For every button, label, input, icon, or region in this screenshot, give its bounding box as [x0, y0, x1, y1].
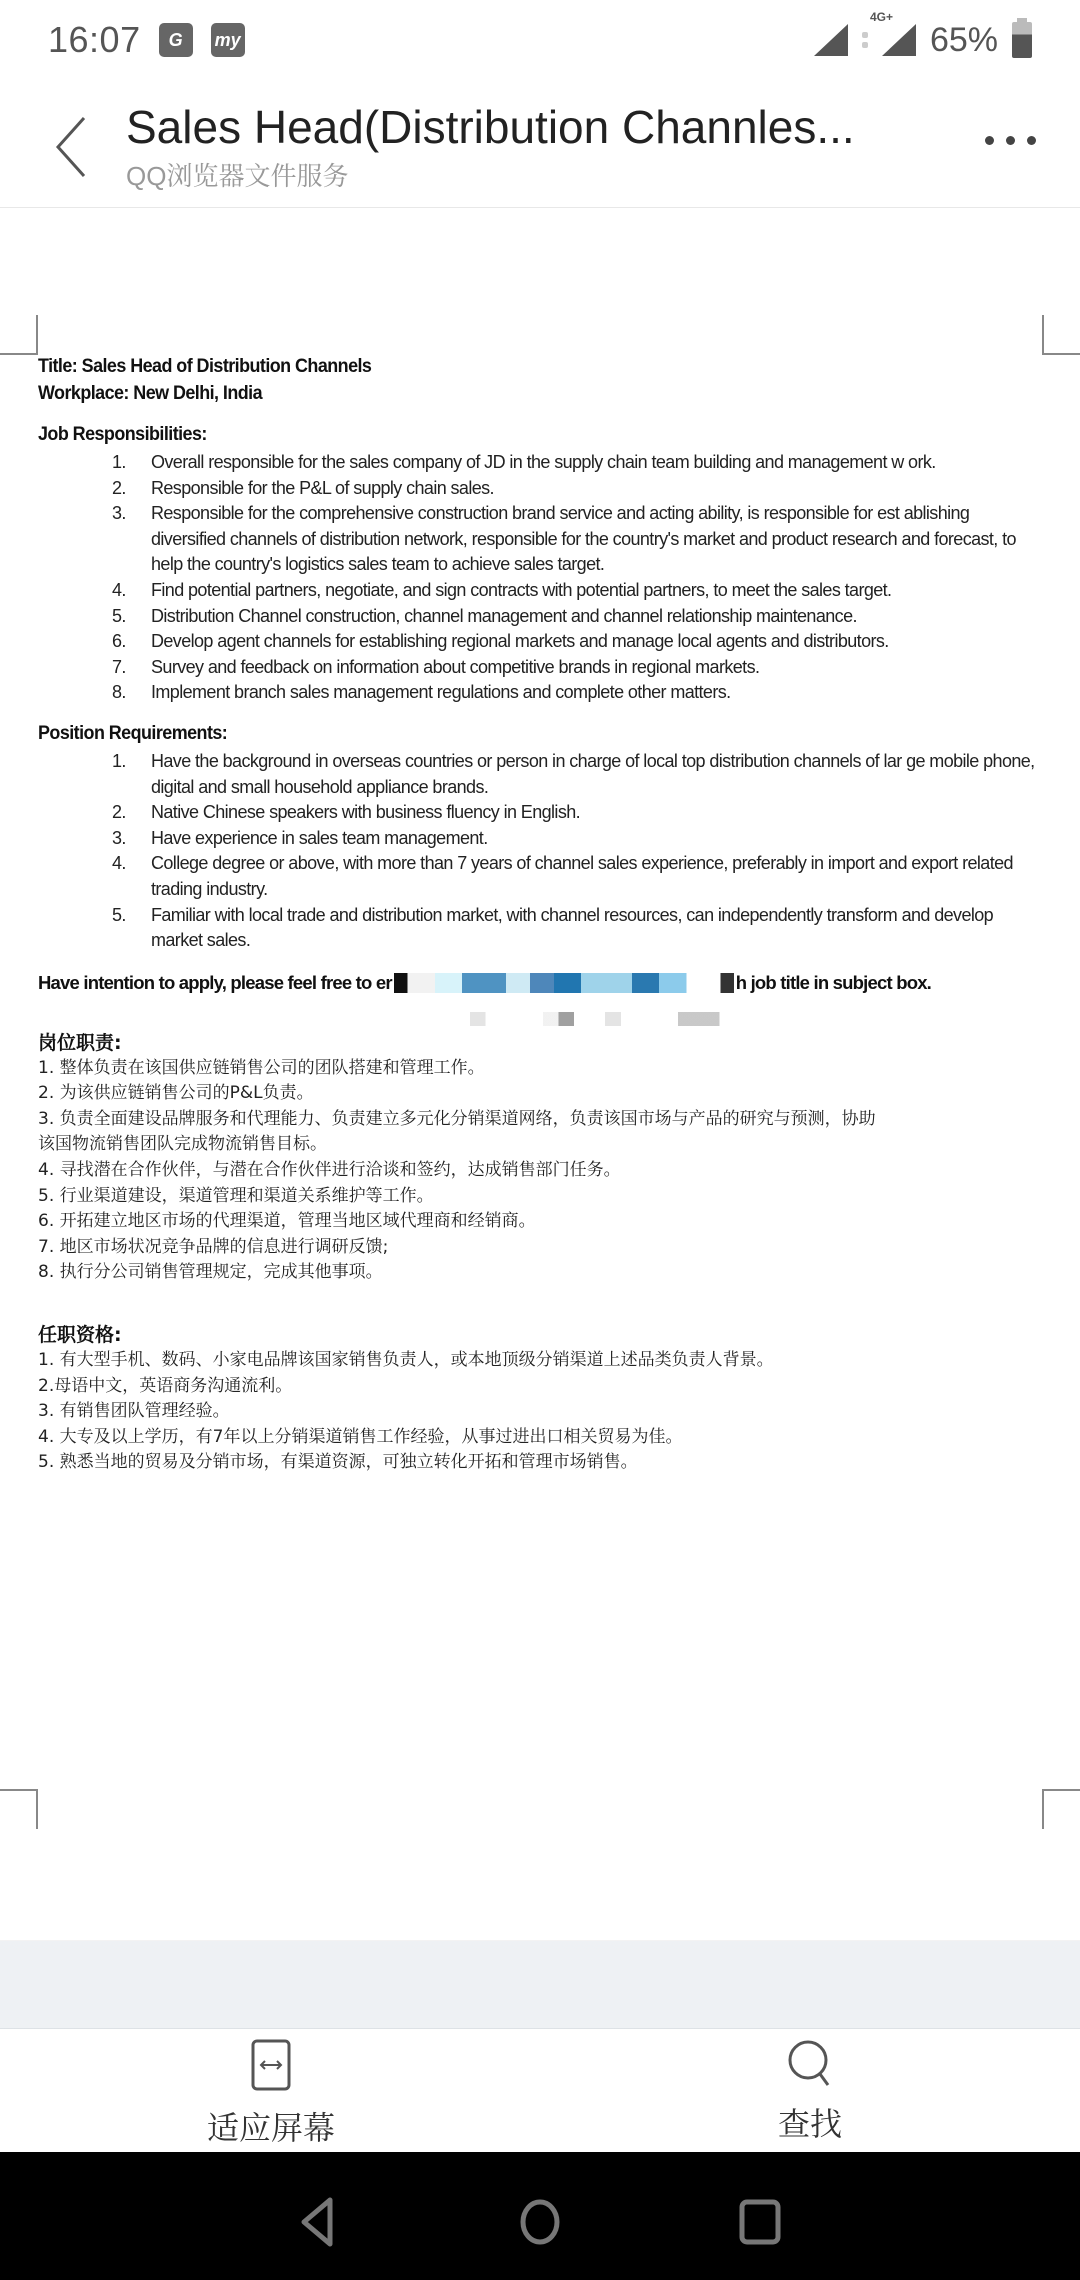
title-header	[0, 80, 1080, 208]
requirements-list	[38, 749, 1048, 954]
data-activity-icon	[862, 32, 868, 48]
battery-percent: 65%	[929, 20, 998, 59]
list-item: 2.母语中文，英语商务沟通流利。	[38, 1375, 293, 1396]
fit-screen-button[interactable]	[186, 2039, 356, 2149]
list-item: 2. Responsible for the P&L of supply chain sales.	[112, 477, 494, 498]
list-item: 2. Native Chinese speakers with business fluency in English.	[112, 802, 581, 823]
job-title-line: Title: Sales Head of Distribution Channels	[38, 355, 372, 377]
workplace-line: Workplace: New Delhi, India	[38, 382, 263, 404]
page-separator	[0, 1940, 1080, 2028]
nav-home-button[interactable]	[510, 2190, 570, 2250]
list-item: 5. 行业渠道建设，渠道管理和渠道关系维护等工作。	[38, 1185, 434, 1206]
list-item: 4. Find potential partners, negotiate, and sign contracts with potential partners, to meet the sales target.	[112, 579, 892, 600]
job-responsibilities-section	[38, 421, 1048, 706]
section-heading: Job Responsibilities:	[38, 423, 207, 445]
triangle-back-icon	[290, 2190, 350, 2250]
more-dots-icon	[985, 136, 994, 145]
list-item: 3. 负责全面建设品牌服务和代理能力、负责建立多元化分销渠道网络，负责该国市场与产品的研究与预测，协助	[38, 1108, 876, 1129]
list-item: 1. Overall responsible for the sales company of JD in the supply chain team building and management w ork.	[112, 452, 936, 472]
list-item: 4. College degree or above, with more than 7 years of channel sales experience, preferably in import and export related trading industry.	[112, 853, 1013, 899]
responsibilities-list	[38, 450, 1048, 706]
nav-recents-button[interactable]	[730, 2190, 790, 2250]
list-item: 2. 为该供应链销售公司的P&L负责。	[38, 1083, 314, 1104]
google-translate-icon: G	[159, 23, 193, 57]
page-corner-mark	[1042, 315, 1080, 355]
status-bar	[0, 0, 1080, 80]
list-item: 3. Responsible for the comprehensive construction brand service and acting ability, is responsible for est ablishing diversified channels of distribution network, responsible for the country's market and product research and forecast, to help the country's logistics sales team to achieve sales target.	[112, 503, 1016, 575]
chevron-left-icon	[48, 110, 98, 180]
fit-screen-label: 适应屏幕	[206, 2109, 335, 2147]
list-item: 4. 寻找潜在合作伙伴，与潜在合作伙伴进行洽谈和签约，达成销售部门任务。	[38, 1160, 621, 1181]
list-item: 3. Have experience in sales team management.	[112, 827, 488, 848]
find-button[interactable]	[740, 2039, 880, 2145]
fit-screen-icon	[251, 2039, 291, 2091]
bottom-toolbar	[0, 2028, 1080, 2152]
system-navigation-bar	[0, 2152, 1080, 2280]
list-item: 6. Develop agent channels for establishing regional markets and manage local agents and distributors.	[112, 631, 889, 652]
nav-back-button[interactable]	[290, 2190, 350, 2250]
list-item: 5. Familiar with local trade and distribution market, with channel resources, can independently transform and develop market sales.	[112, 904, 994, 951]
list-item-continuation: 该国物流销售团队完成物流销售目标。	[38, 1134, 327, 1155]
document-viewer[interactable]	[0, 209, 1080, 1939]
document-subtitle: QQ浏览器文件服务	[126, 161, 349, 191]
myntra-icon: my	[211, 23, 245, 57]
list-item: 1. 有大型手机、数码、小家电品牌该国家销售负责人，或本地顶级分销渠道上述品类负责人背景。	[38, 1350, 774, 1371]
list-item: 5. Distribution Channel construction, channel management and channel relationship maintenance.	[112, 605, 857, 626]
page-corner-mark	[0, 315, 38, 355]
list-item: 3. 有销售团队管理经验。	[38, 1401, 230, 1422]
list-item: 5. 熟悉当地的贸易及分销市场，有渠道资源，可独立转化开拓和管理市场销售。	[38, 1452, 638, 1473]
redacted-email	[394, 973, 734, 993]
circle-home-icon	[510, 2190, 570, 2250]
page-corner-mark	[0, 1789, 38, 1829]
document-title: Sales Head(Distribution Channles...	[126, 101, 855, 153]
network-type-label: 4G+	[869, 10, 893, 24]
apply-text-prefix: Have intention to apply, please feel free to er	[38, 971, 392, 993]
list-item: 4. 大专及以上学历，有7年以上分销渠道销售工作经验，从事过进出口相关贸易为佳。	[38, 1426, 683, 1447]
page-corner-mark	[1042, 1789, 1080, 1829]
back-button[interactable]	[48, 110, 98, 180]
list-item: 1. 整体负责在该国供应链销售公司的团队搭建和管理工作。	[38, 1057, 485, 1078]
search-icon	[786, 2039, 834, 2087]
battery-icon	[1012, 22, 1032, 58]
apply-instructions	[38, 972, 1048, 994]
cn-requirements-section	[38, 1322, 1048, 1476]
list-item: 8. Implement branch sales management regulations and complete other matters.	[112, 682, 731, 703]
cn-responsibilities-section	[38, 1030, 1048, 1286]
section-heading: 岗位职责:	[38, 1031, 122, 1054]
find-label: 查找	[777, 2105, 842, 2143]
cellular-signal-icon	[869, 10, 916, 56]
document-page-content	[38, 353, 1048, 1476]
list-item: 8. 执行分公司销售管理规定，完成其他事项。	[38, 1262, 383, 1283]
list-item: 7. 地区市场状况竞争品牌的信息进行调研反馈;	[38, 1236, 389, 1257]
list-item: 1. Have the background in overseas countries or person in charge of local top distribution channels of lar ge mobile phone, digital and small household appliance brands.	[112, 750, 1035, 797]
status-time: 16:07	[48, 19, 141, 60]
list-item: 6. 开拓建立地区市场的代理渠道，管理当地区域代理商和经销商。	[38, 1211, 536, 1232]
signal-icon	[814, 24, 848, 56]
section-heading: 任职资格:	[38, 1324, 122, 1347]
more-options-button[interactable]	[985, 136, 1036, 145]
section-heading: Position Requirements:	[38, 721, 228, 744]
apply-text-suffix: h job title in subject box.	[735, 971, 932, 993]
status-right	[814, 10, 1032, 60]
position-requirements-section	[38, 720, 1048, 954]
list-item: 7. Survey and feedback on information about competitive brands in regional markets.	[112, 656, 760, 677]
square-recents-icon	[730, 2190, 790, 2250]
